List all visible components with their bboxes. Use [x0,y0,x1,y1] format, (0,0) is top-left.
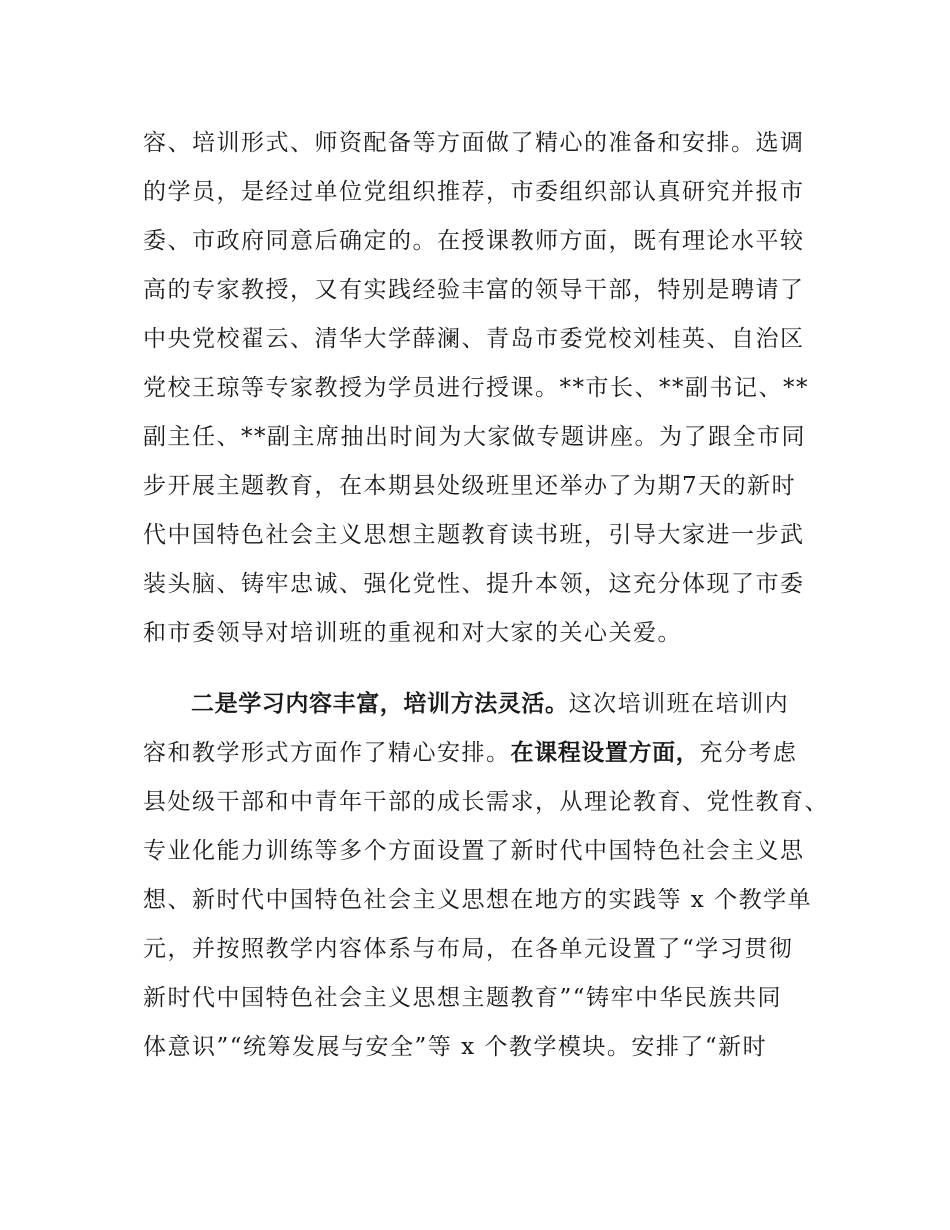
paragraph-line [143,729,823,778]
paragraph-line: 体意识”“统筹发展与安全”等 x 个教学模块。安排了“新时 [143,1034,768,1060]
paragraph-line: 专业化能力训练等多个方面设置了新时代中国特色社会主义思 [143,838,805,864]
paragraph-line: 想、新时代中国特色社会主义思想在地方的实践等 x 个教学单 [143,887,813,913]
paragraph-line: 步开展主题教育，在本期县处级班里还举办了为期7天的新时 [143,473,797,499]
paragraph-text: 充分考虑 [699,740,798,766]
paragraph-line: 和市委领导对培训班的重视和对大家的关心关爱。 [143,620,682,646]
paragraph-line: 副主任、**副主席抽出时间为大家做专题讲座。为了跟全市同 [143,424,806,450]
paragraph-line: 装头脑、铸牢忠诚、强化党性、提升本领，这充分体现了市委 [143,571,805,597]
paragraph-line: 中央党校翟云、清华大学薛澜、青岛市委党校刘桂英、自治区 [143,326,805,352]
paragraph-line: 容、培训形式、师资配备等方面做了精心的准备和安排。选调 [143,130,805,156]
subsection-heading: 在课程设置方面， [510,740,700,766]
paragraph-line: 县处级干部和中青年干部的成长需求，从理论教育、党性教育、 [143,789,829,815]
paragraph-1 [143,119,823,658]
paragraph-line: 的学员，是经过单位党组织推荐，市委组织部认真研究并报市 [143,179,805,205]
paragraph-line: 元，并按照教学内容体系与布局，在各单元设置了“学习贯彻 [143,936,794,962]
paragraph-text: 这次培训班在培训内 [568,691,790,717]
paragraph-line: 委、市政府同意后确定的。在授课教师方面，既有理论水平较 [143,228,805,254]
paragraph-line: 代中国特色社会主义思想主题教育读书班，引导大家进一步武 [143,522,805,548]
paragraph-line: 党校王琼等专家教授为学员进行授课。**市长、**副书记、** [143,375,809,401]
paragraph-2 [143,680,829,1072]
paragraph-text: 容和教学形式方面作了精心安排。 [143,740,511,766]
paragraph-line: 新时代中国特色社会主义思想主题教育”“铸牢中华民族共同 [143,985,783,1011]
paragraph-line: 高的专家教授，又有实践经验丰富的领导干部，特别是聘请了 [143,277,805,303]
paragraph-line [143,680,823,729]
section-heading: 二是学习内容丰富，培训方法灵活。 [191,691,569,717]
